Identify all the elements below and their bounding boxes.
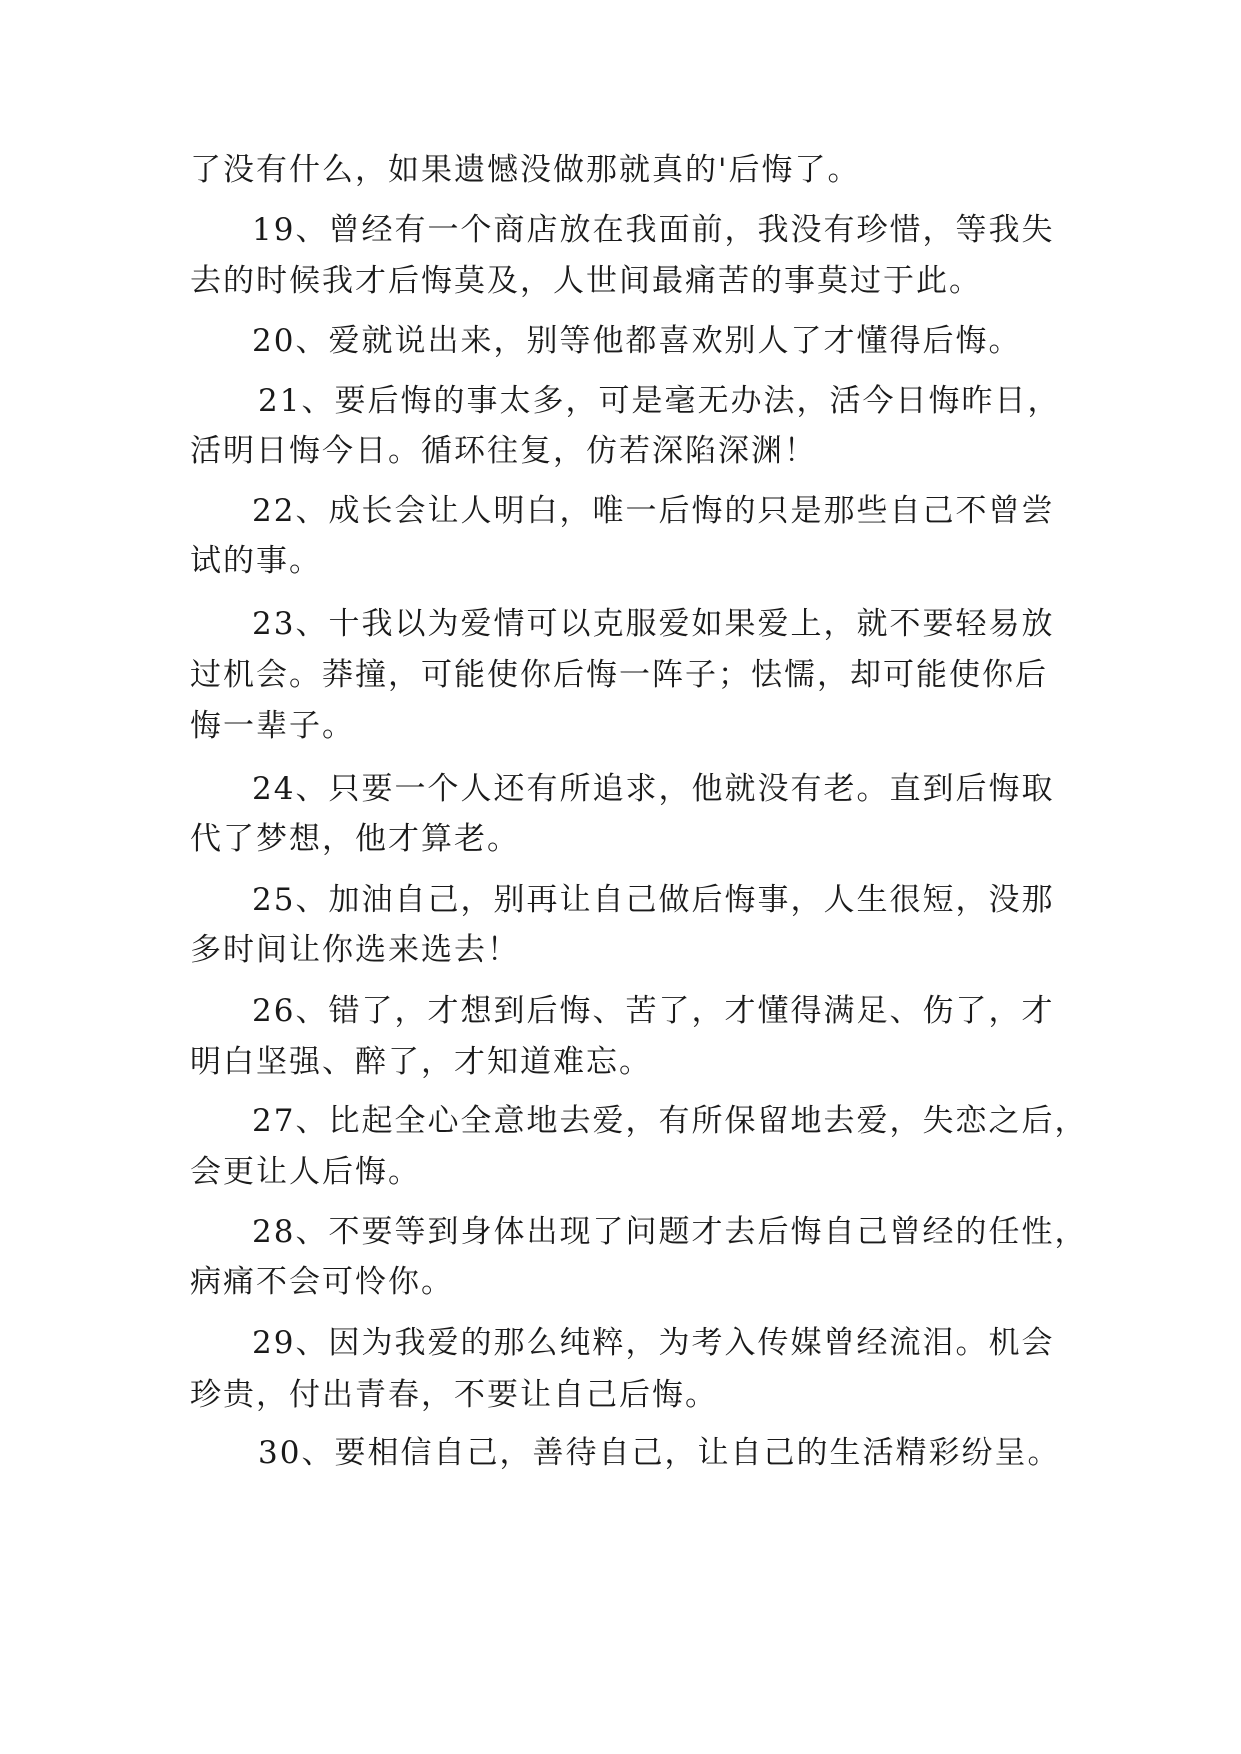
text-line: 23、十我以为爱情可以克服爱如果爱上，就不要轻易放 bbox=[252, 606, 1055, 642]
text-line: 27、比起全心全意地去爱，有所保留地去爱，失恋之后， bbox=[252, 1103, 1088, 1139]
text-line: 24、只要一个人还有所追求，他就没有老。直到后悔取 bbox=[252, 771, 1055, 807]
text-line: 去的时候我才后悔莫及，人世间最痛苦的事莫过于此。 bbox=[190, 263, 982, 299]
text-line: 活明日悔今日。循环往复，仿若深陷深渊！ bbox=[190, 433, 817, 469]
text-line: 多时间让你选来选去！ bbox=[190, 932, 520, 968]
text-line: 代了梦想，他才算老。 bbox=[190, 821, 520, 857]
text-line: 会更让人后悔。 bbox=[190, 1154, 421, 1190]
text-line: 过机会。莽撞，可能使你后悔一阵子；怯懦，却可能使你后 bbox=[190, 657, 1048, 693]
text-line: 病痛不会可怜你。 bbox=[190, 1264, 454, 1300]
text-line: 21、要后悔的事太多，可是毫无办法，活今日悔昨日， bbox=[258, 383, 1061, 419]
text-line: 22、成长会让人明白，唯一后悔的只是那些自己不曾尝 bbox=[252, 493, 1055, 529]
text-line: 20、爱就说出来，别等他都喜欢别人了才懂得后悔。 bbox=[252, 323, 1022, 359]
text-line: 25、加油自己，别再让自己做后悔事，人生很短，没那 bbox=[252, 882, 1055, 918]
text-line: 26、错了，才想到后悔、苦了，才懂得满足、伤了，才 bbox=[252, 993, 1055, 1029]
text-line: 试的事。 bbox=[190, 543, 322, 579]
text-line: 28、不要等到身体出现了问题才去后悔自己曾经的任性， bbox=[252, 1214, 1088, 1250]
text-line: 30、要相信自己，善待自己，让自己的生活精彩纷呈。 bbox=[258, 1435, 1061, 1471]
text-line: 了没有什么，如果遗憾没做那就真的'后悔了。 bbox=[190, 152, 861, 188]
text-line: 29、因为我爱的那么纯粹，为考入传媒曾经流泪。机会 bbox=[252, 1325, 1055, 1361]
text-line: 19、曾经有一个商店放在我面前，我没有珍惜，等我失 bbox=[252, 212, 1055, 248]
text-line: 明白坚强、醉了，才知道难忘。 bbox=[190, 1044, 652, 1080]
text-line: 悔一辈子。 bbox=[190, 708, 355, 744]
text-line: 珍贵，付出青春，不要让自己后悔。 bbox=[190, 1377, 718, 1413]
